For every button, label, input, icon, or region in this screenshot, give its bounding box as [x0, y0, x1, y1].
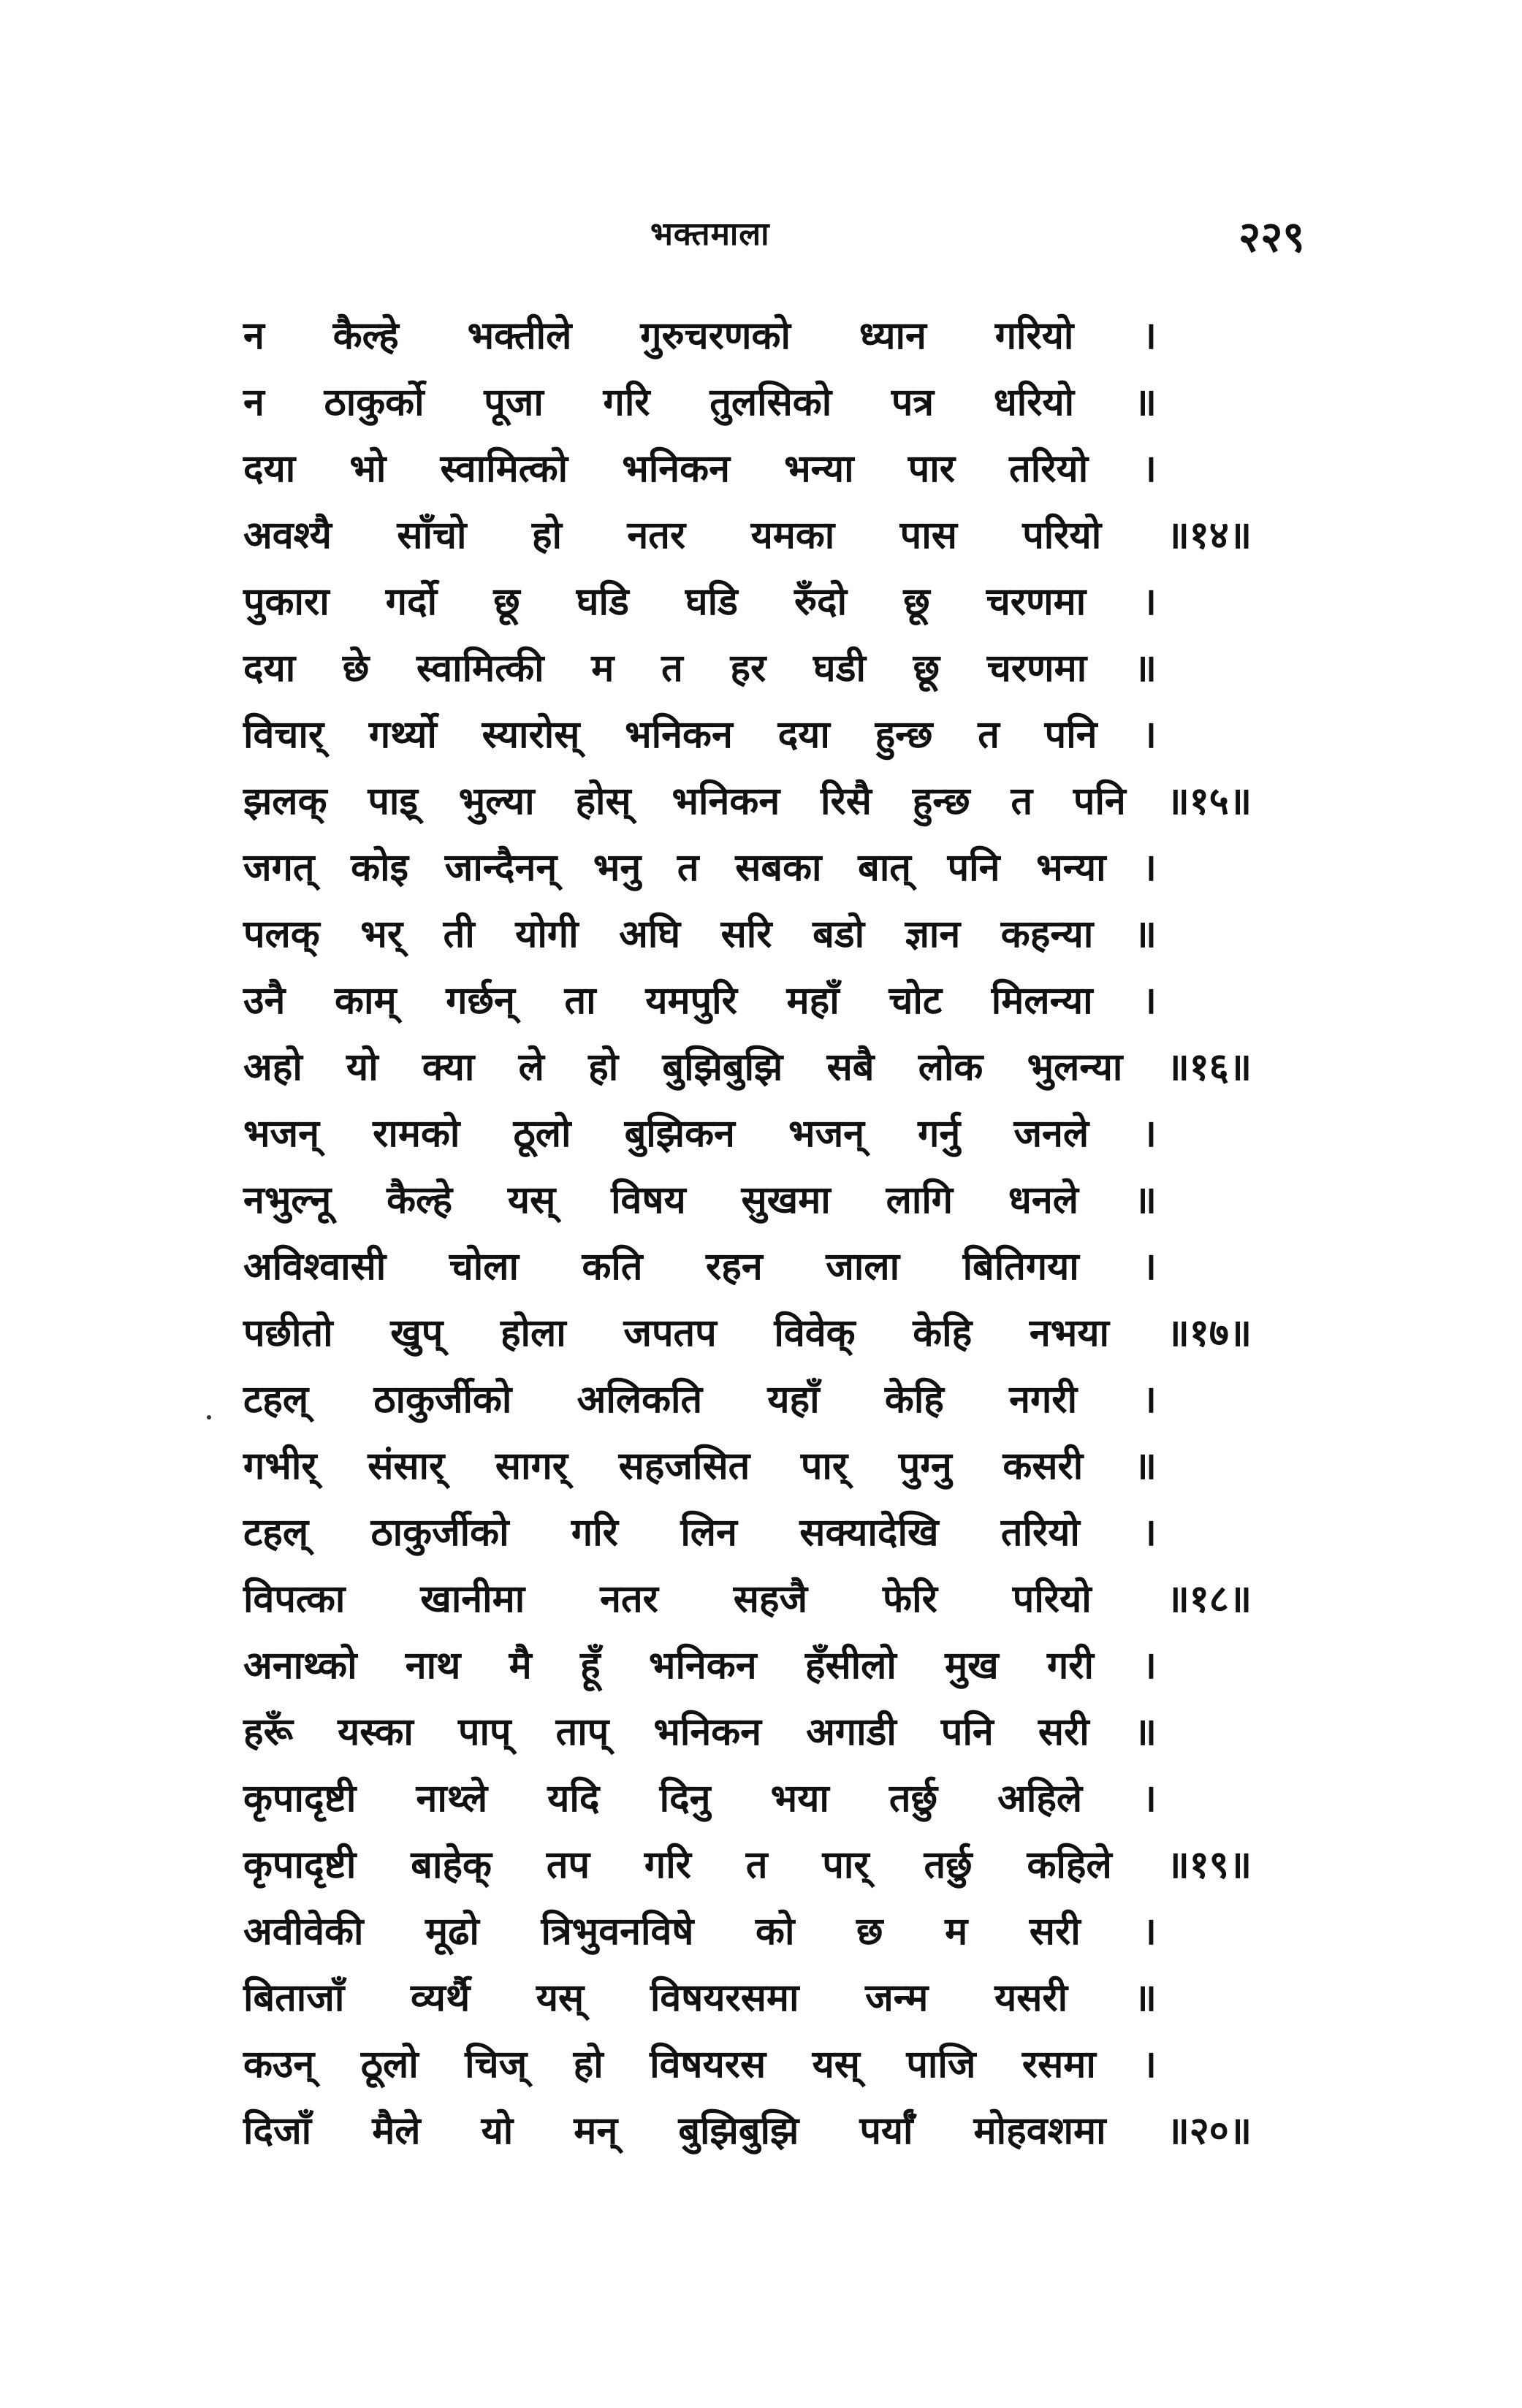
verse-line: अहो यो क्या ले हो बुझिबुझि सबै लोक भुलन्या ॥१६॥	[243, 1045, 1252, 1089]
verse-line: जगत् कोइ जान्दैनन् भनु त सबका बात् पनि भन्या ।	[243, 846, 1157, 890]
verse-line: बिताजाँ व्यर्थै यस् विषयरसमा जन्म यसरी ॥	[243, 1976, 1157, 2020]
verse-line: पलक् भर् ती योगी अघि सरि बडो ज्ञान कहन्या ॥	[243, 912, 1157, 956]
verse-line: पछीतो खुप् होला जपतप विवेक् केहि नभया ॥१७॥	[243, 1311, 1252, 1355]
verse-block	[243, 301, 1252, 2163]
print-speck	[207, 1415, 211, 1420]
verse-line: दया छे स्वामित्की म त हर घडी छू चरणमा ॥	[243, 647, 1157, 690]
verse-line: पुकारा गर्दो छू घडि घडि रुँदो छू चरणमा ।	[243, 580, 1157, 624]
verse-line: टहल् ठाकुर्जीको गरि लिन सक्यादेखि तरियो ।	[243, 1511, 1157, 1555]
book-title: भक्तमाला	[650, 216, 770, 253]
verse-line: कृपादृष्टी नाथ्ले यदि दिनु भया तर्छु अहिले ।	[243, 1777, 1157, 1821]
verse-line: अवश्यै साँचो हो नतर यमका पास परियो ॥१४॥	[243, 514, 1252, 557]
verse-line: कउन् ठूलो चिज् हो विषयरस यस् पाजि रसमा ।	[243, 2043, 1157, 2087]
running-head	[0, 210, 1522, 262]
verse-line: गभीर् संसार् सागर् सहजसित पार् पुग्नु कसरी ॥	[243, 1444, 1157, 1488]
verse-line: न ठाकुर्को पूजा गरि तुलसिको पत्र धरियो ॥	[243, 381, 1157, 424]
verse-line: दया भो स्वामित्को भनिकन भन्या पार तरियो ।	[243, 447, 1157, 491]
verse-line: उनै काम् गर्छन् ता यमपुरि महाँ चोट मिलन्या ।	[243, 979, 1157, 1023]
verse-line: विचार् गर्थ्यो स्यारोस् भनिकन दया हुन्छ त पनि ।	[243, 713, 1157, 757]
page-number: २२९	[1238, 212, 1305, 262]
verse-line: झलक् पाइ् भुल्या होस् भनिकन रिसै हुन्छ त पनि ॥१५॥	[243, 780, 1252, 823]
verse-line: टहल् ठाकुर्जीको अलिकति यहाँ केहि नगरी ।	[243, 1378, 1157, 1422]
verse-line: न कैल्हे भक्तीले गुरुचरणको ध्यान गरियो ।	[243, 314, 1157, 358]
verse-line: नभुल्नू कैल्हे यस् विषय सुखमा लागि धनले ॥	[243, 1178, 1157, 1222]
verse-line: कृपादृष्टी बाहेक् तप गरि त पार् तर्छु कहिले ॥१९॥	[243, 1843, 1252, 1887]
verse-line: दिजाँ मैले यो मन् बुझिबुझि पर्याँ मोहवशमा ॥२०॥	[243, 2109, 1252, 2153]
verse-line: हरूँ यस्का पाप् ताप् भनिकन अगाडी पनि सरी ॥	[243, 1710, 1157, 1754]
verse-line: अवीवेकी मूढो त्रिभुवनविषे को छ म सरी ।	[243, 1910, 1157, 1954]
verse-line: अविश्वासी चोला कति रहन जाला बितिगया ।	[243, 1245, 1157, 1289]
verse-line: अनाथ्को नाथ मै हूँ भनिकन हँसीलो मुख गरी ।	[243, 1644, 1157, 1688]
verse-line: भजन् रामको ठूलो बुझिकन भजन् गर्नु जनले ।	[243, 1112, 1157, 1156]
verse-line: विपत्का खानीमा नतर सहजै फेरि परियो ॥१८॥	[243, 1577, 1252, 1621]
